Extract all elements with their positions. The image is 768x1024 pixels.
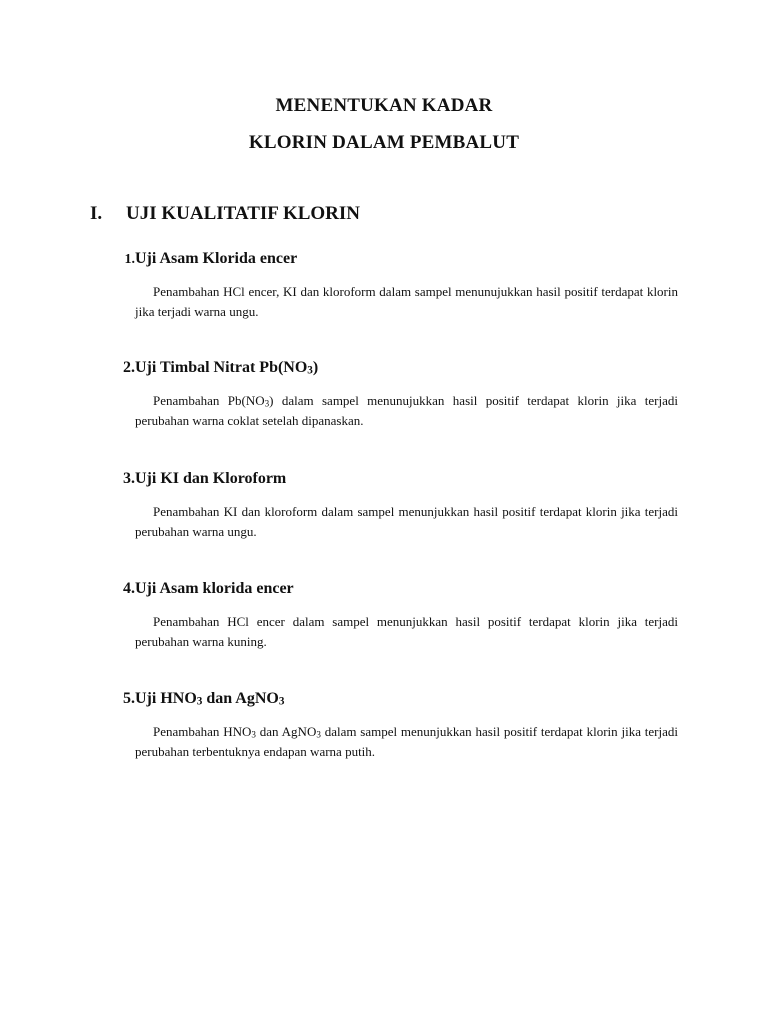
test-item-5 — [100, 690, 680, 762]
section-title: UJI KUALITATIF KLORIN — [126, 203, 361, 224]
item-title-part: dan AgNO — [202, 690, 279, 707]
item-body-part: ) dalam sampel menunujukkan hasil positif terdapat klorin jika terjadi perubahan warna coklat setelah dipanaskan. — [135, 393, 678, 428]
item-body-part: dan AgNO — [255, 724, 317, 739]
item-title-part: Uji Timbal Nitrat Pb(NO — [135, 359, 308, 376]
item-heading — [100, 470, 680, 488]
document-title-line1: MENENTUKAN KADAR — [275, 95, 493, 116]
item-body-subscript: 3 — [316, 729, 321, 740]
item-title: Uji Asam klorida encer — [135, 580, 294, 597]
item-title-part: ) — [312, 359, 319, 376]
item-body: Penambahan KI dan kloroform dalam sampel menunjukkan hasil positif terdapat klorin jika terjadi perubahan warna ungu. — [135, 504, 678, 539]
item-body-part: Penambahan HNO — [153, 724, 252, 739]
section-heading — [90, 203, 360, 225]
item-title-subscript: 3 — [307, 364, 313, 377]
item-number: 1. — [124, 252, 135, 267]
item-body-part: Penambahan Pb(NO — [153, 393, 265, 408]
item-heading — [100, 250, 680, 268]
item-title-subscript: 3 — [278, 695, 285, 708]
item-body — [135, 391, 678, 431]
item-number: 4. — [123, 580, 135, 597]
item-heading — [100, 580, 680, 598]
item-title-part: Uji HNO — [135, 690, 197, 707]
item-heading — [100, 690, 680, 708]
item-body: Penambahan HCl encer dalam sampel menunjukkan hasil positif terdapat klorin jika terjadi perubahan warna kuning. — [135, 614, 678, 649]
item-title — [135, 359, 318, 377]
item-title: Uji KI dan Kloroform — [135, 470, 287, 487]
section-number: I. — [90, 203, 103, 224]
item-title-subscript: 3 — [196, 695, 203, 708]
item-body-part: dalam sampel menunjukkan hasil positif terdapat klorin jika terjadi perubahan terbentuknya endapan warna putih. — [135, 724, 678, 759]
test-item-3 — [100, 470, 680, 542]
document-title-line2: KLORIN DALAM PEMBALUT — [248, 132, 520, 153]
test-item-4 — [100, 580, 680, 652]
item-number: 3. — [123, 470, 135, 487]
item-title — [135, 690, 284, 708]
item-number: 5. — [123, 690, 135, 707]
test-item-1 — [100, 250, 680, 322]
item-title: Uji Asam Klorida encer — [135, 250, 298, 267]
item-heading — [100, 359, 680, 377]
item-number: 2. — [123, 359, 135, 376]
item-body: Penambahan HCl encer, KI dan kloroform dalam sampel menunujukkan hasil positif terdapat klorin jika terjadi warna ungu. — [135, 284, 678, 319]
item-body-subscript: 3 — [264, 398, 270, 409]
test-item-2 — [100, 359, 680, 431]
item-body-subscript: 3 — [251, 729, 256, 740]
item-body — [135, 722, 678, 762]
